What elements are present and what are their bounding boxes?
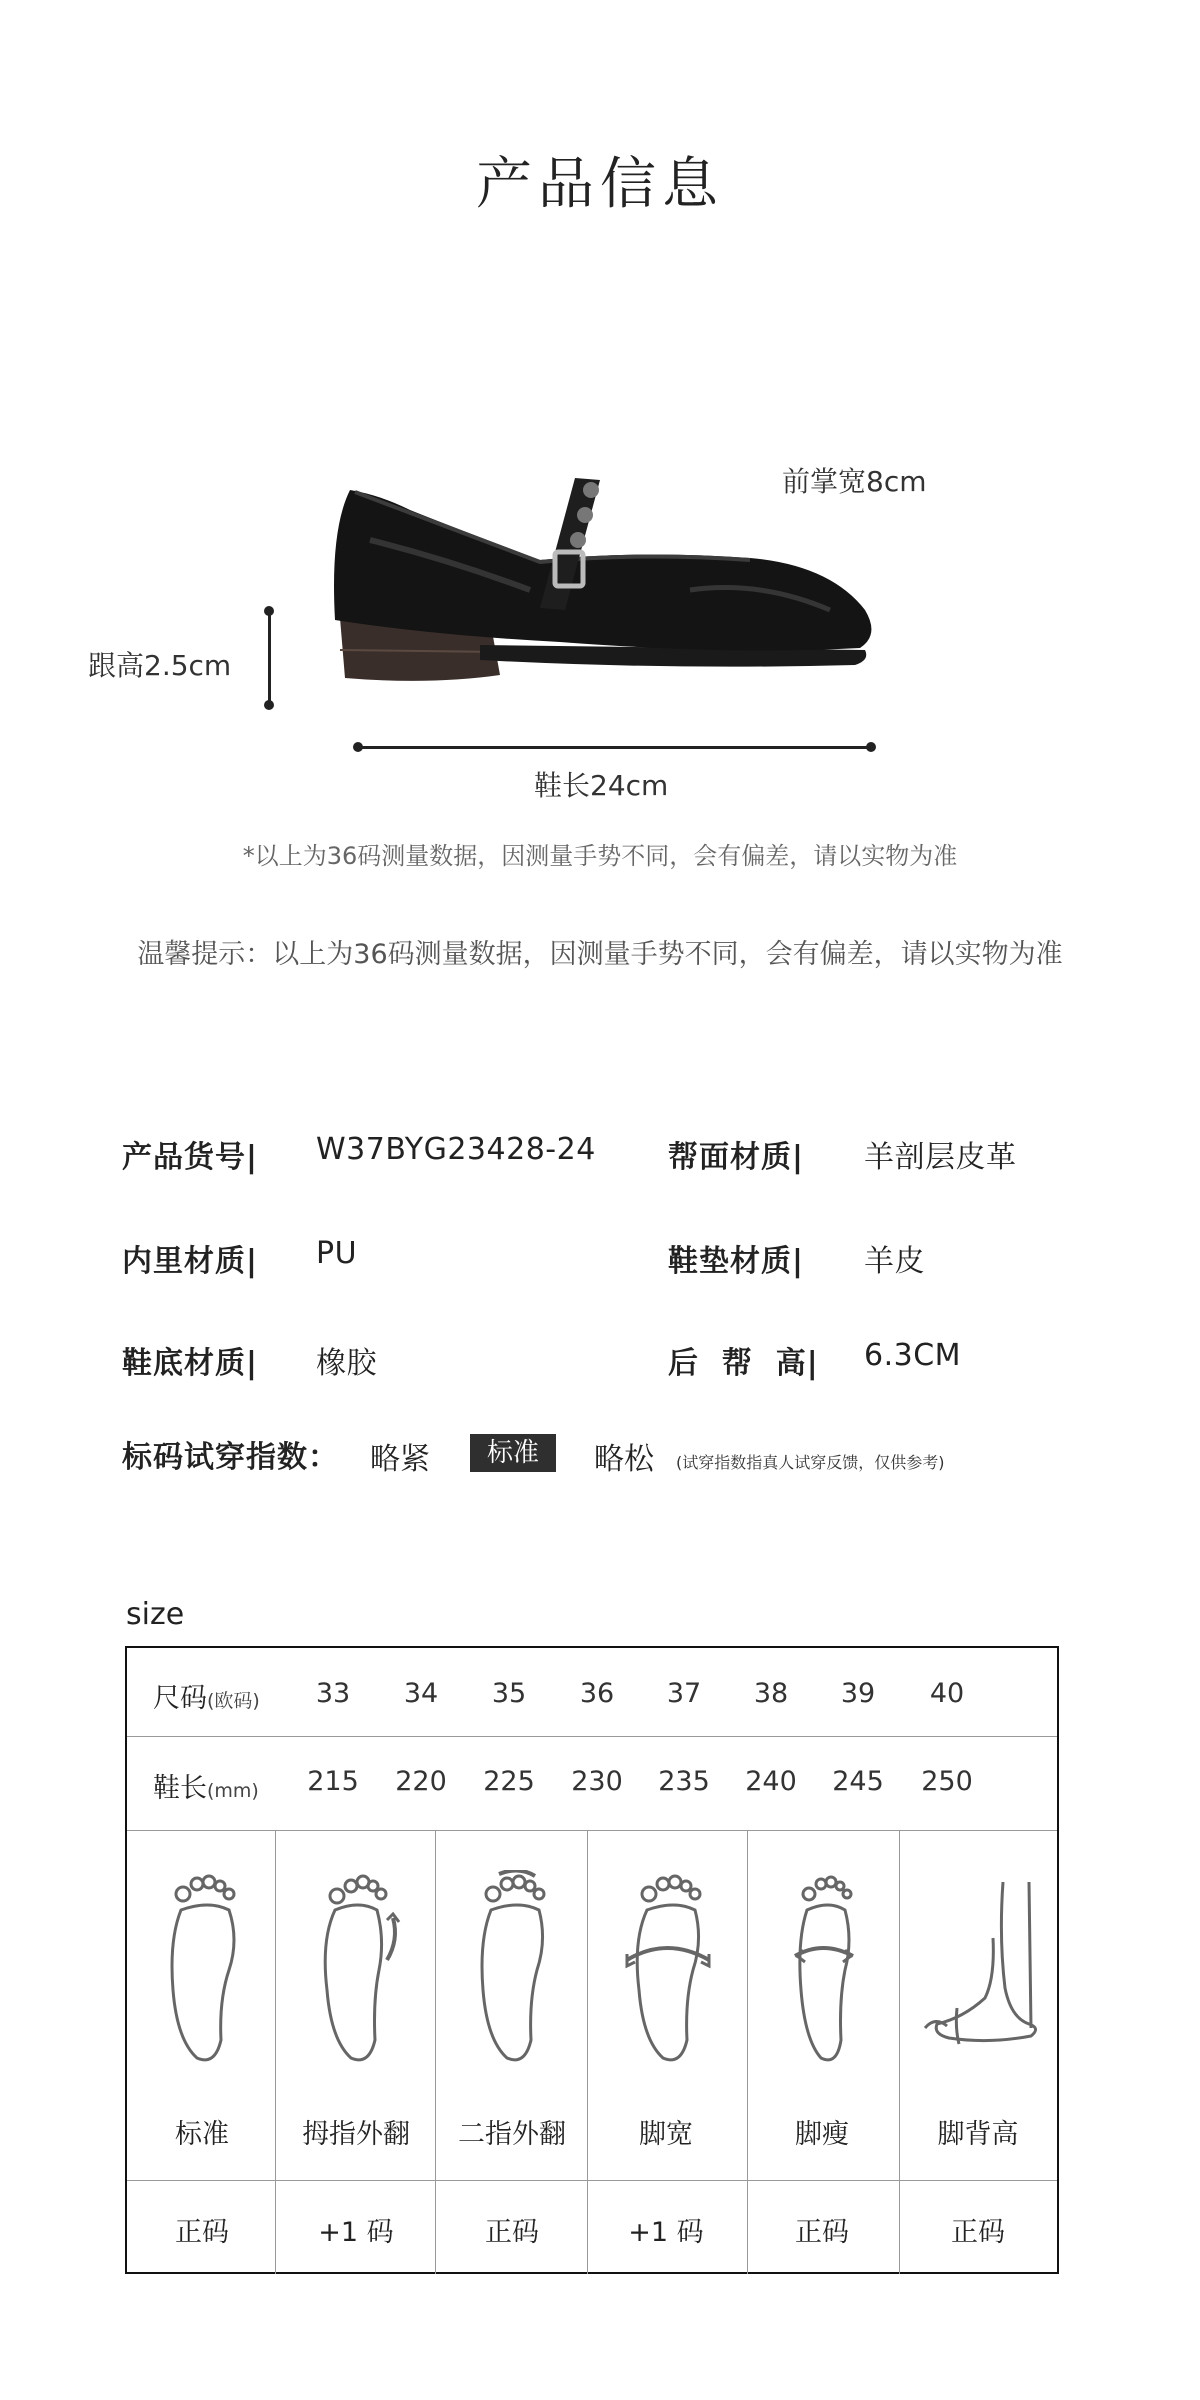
info-label-lining: 内里材质| [122, 1244, 258, 1279]
heel-height-label: 跟高2.5cm [88, 649, 232, 682]
info-label-sole: 鞋底材质| [122, 1346, 258, 1381]
table-divider [127, 1830, 1057, 1831]
table-col-divider [899, 1830, 900, 2274]
fit-option-standard-selected: 标准 [470, 1434, 556, 1472]
reminder-note: 温馨提示：以上为36码测量数据，因测量手势不同，会有偏差，请以实物为准 [137, 939, 1063, 970]
size-row-label: 尺码(欧码) [153, 1683, 260, 1714]
fit-index-title: 标码试穿指数： [122, 1440, 339, 1475]
length-cell: 235 [658, 1766, 710, 1797]
info-label-sku: 产品货号| [122, 1140, 258, 1175]
info-value-sole: 橡胶 [316, 1346, 377, 1381]
foot-type-label: 脚宽 [639, 2119, 693, 2150]
shoe-image [310, 470, 900, 710]
foot-type-label: 二指外翻 [458, 2119, 566, 2150]
size-cell: 34 [403, 1678, 439, 1709]
size-advice: 正码 [485, 2217, 539, 2248]
size-advice: 正码 [795, 2217, 849, 2248]
fit-index-note: (试穿指数指真人试穿反馈，仅供参考) [676, 1453, 945, 1472]
size-cell: 37 [666, 1678, 702, 1709]
page-title: 产品信息 [476, 152, 724, 217]
forefoot-width-label: 前掌宽8cm [782, 465, 927, 498]
size-cell: 40 [929, 1678, 965, 1709]
length-cell: 240 [745, 1766, 797, 1797]
size-cell: 35 [491, 1678, 527, 1709]
length-cell: 215 [307, 1766, 359, 1797]
length-cell: 225 [483, 1766, 535, 1797]
info-label-insole: 鞋垫材质| [668, 1244, 804, 1279]
shoe-length-line [358, 746, 872, 749]
heel-height-line [268, 612, 271, 706]
fit-option-loose: 略松 [594, 1442, 654, 1477]
size-advice: 正码 [175, 2217, 229, 2248]
foot-type-label: 脚瘦 [795, 2119, 849, 2150]
length-cell: 220 [395, 1766, 447, 1797]
fit-option-tight: 略紧 [370, 1442, 430, 1477]
size-table [125, 1646, 1059, 2274]
foot-second-toe-icon [469, 1870, 559, 2070]
foot-bunion-icon [313, 1870, 403, 2070]
table-col-divider [275, 1830, 276, 2274]
info-value-lining: PU [316, 1236, 358, 1271]
foot-standard-icon [159, 1870, 243, 2070]
table-divider [127, 2180, 1057, 2181]
shoe-length-label: 鞋长24cm [534, 769, 669, 802]
heel-height-dot-bottom [264, 700, 274, 710]
size-cell: 36 [579, 1678, 615, 1709]
table-divider [127, 1736, 1057, 1737]
info-value-insole: 羊皮 [864, 1244, 925, 1279]
foot-narrow-icon [783, 1870, 867, 2070]
info-value-heel-counter: 6.3CM [864, 1338, 962, 1373]
size-advice: +1 码 [318, 2217, 394, 2248]
length-cell: 250 [921, 1766, 973, 1797]
table-col-divider [747, 1830, 748, 2274]
foot-high-instep-icon [919, 1878, 1049, 2068]
length-cell: 245 [832, 1766, 884, 1797]
foot-type-label: 脚背高 [937, 2119, 1019, 2150]
size-advice: +1 码 [628, 2217, 704, 2248]
shoe-length-dot-right [866, 742, 876, 752]
table-col-divider [435, 1830, 436, 2274]
info-label-heel-counter: 后 帮 高| [668, 1346, 819, 1381]
info-value-upper: 羊剖层皮革 [864, 1140, 1017, 1175]
length-row-label: 鞋长(mm) [153, 1773, 259, 1804]
info-label-upper: 帮面材质| [668, 1140, 804, 1175]
foot-type-label: 拇指外翻 [302, 2119, 410, 2150]
size-advice: 正码 [951, 2217, 1005, 2248]
size-cell: 39 [840, 1678, 876, 1709]
size-cell: 33 [315, 1678, 351, 1709]
size-cell: 38 [753, 1678, 789, 1709]
foot-type-label: 标准 [175, 2119, 229, 2150]
heel-height-dot-top [264, 606, 274, 616]
shoe-length-dot-left [353, 742, 363, 752]
length-cell: 230 [571, 1766, 623, 1797]
measurement-note: *以上为36码测量数据，因测量手势不同，会有偏差，请以实物为准 [242, 842, 958, 870]
size-heading: size [126, 1597, 185, 1632]
table-col-divider [587, 1830, 588, 2274]
foot-wide-icon [623, 1870, 713, 2070]
info-value-sku: W37BYG23428-24 [316, 1132, 596, 1167]
